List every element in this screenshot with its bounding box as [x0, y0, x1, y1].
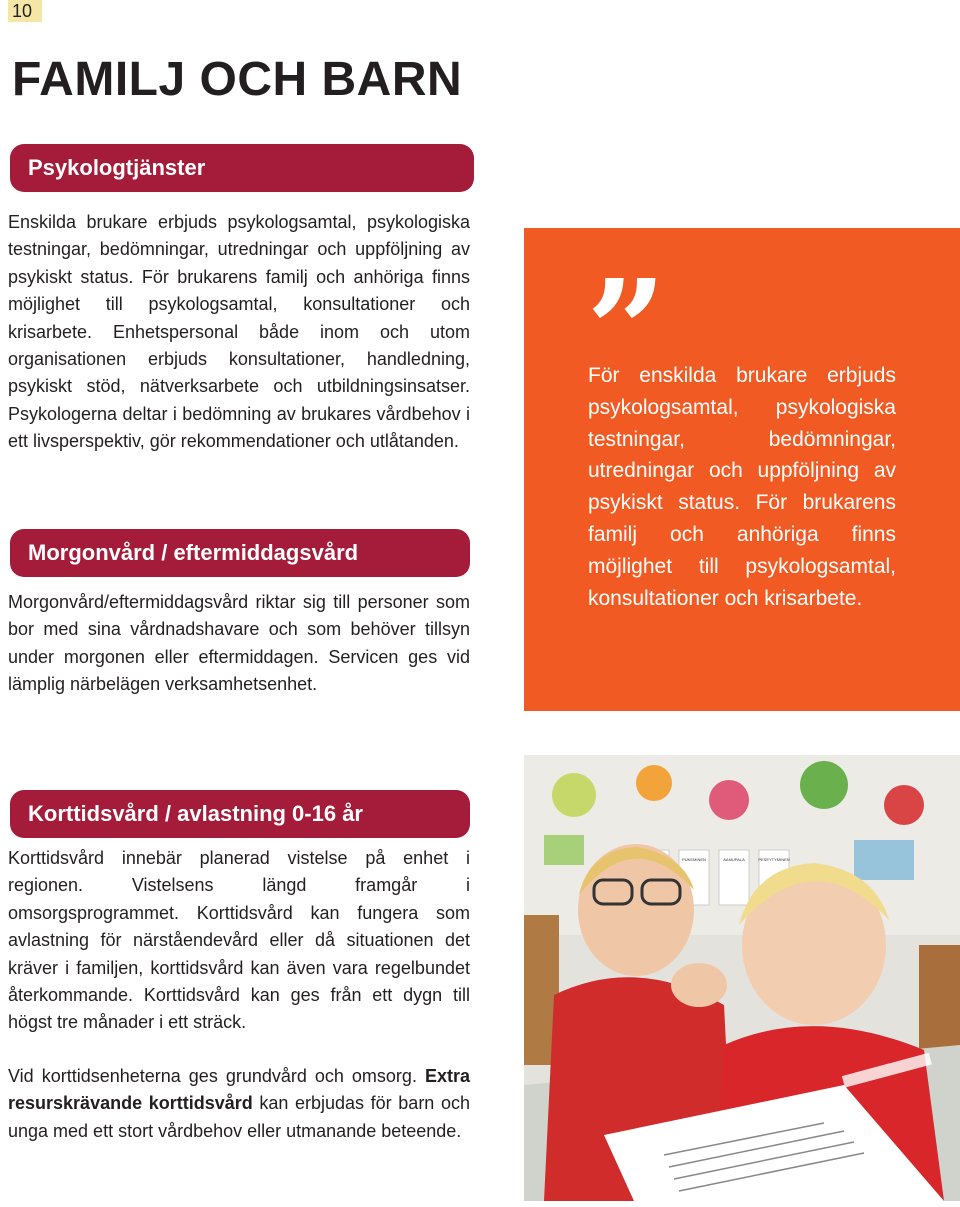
- page-title: FAMILJ OCH BARN: [12, 53, 463, 106]
- section-body-morgonvard: Morgonvård/eftermiddagsvård riktar sig till personer som bor med sina vårdnadshavare och som behöver tillsyn under morgonen eller eftermiddagen. Servicen ges vid lämplig närbelägen verksamhetsenhet.: [8, 592, 470, 695]
- extra-intro: Vid korttidsenheterna ges grundvård och omsorg.: [8, 1066, 417, 1086]
- section-heading-psykologtjanster: Psykologtjänster: [10, 144, 474, 192]
- page-number: 10: [8, 0, 42, 22]
- extra-rest: kan erbjudas för barn och unga med ett stort vårdbehov eller utmanande beteende.: [8, 1093, 470, 1141]
- pullquote-text: För enskilda brukare erbjuds psykologsamtal, psykologiska testningar, bedömningar, utredningar och uppföljning av psykiskt status. För brukarens familj och anhöriga finns möjlighet till psykologsamtal, konsultationer och krisarbete.: [588, 364, 896, 610]
- pullquote-box: [524, 228, 960, 711]
- section-extra-korttidsvard: [8, 1063, 470, 1145]
- schedule-sign-4: PESEYTYMINEN: [758, 857, 790, 862]
- extra-bold: Extra resurskrävande korttidsvård: [8, 1066, 470, 1114]
- section-body-korttidsvard: Korttidsvård innebär planerad vistelse på enhet i regionen. Vistelsens längd framgår i omsorgsprogrammet. Korttidsvård kan fungera som avlastning för närståendevård eller då situationen det kräver i familjen, korttidsvård kan även vara regelbundet återkommande. Korttidsvård kan ges från ett dygn till högst tre månader i ett sträck.: [8, 848, 470, 1033]
- children-photo: [524, 755, 960, 1201]
- section-heading-korttidsvard: Korttidsvård / avlastning 0-16 år: [10, 790, 470, 838]
- quote-mark-icon: ”: [586, 250, 667, 414]
- schedule-sign-3: AAMUPALA: [723, 857, 745, 862]
- section-body-psykologtjanster: Enskilda brukare erbjuds psykologsamtal, psykologiska testningar, bedömningar, utredningar och uppföljning av psykiskt status. För brukarens familj och anhöriga finns möjlighet till psykologsamtal, konsultationer och krisarbete. Enhetspersonal både inom och utom organisationen erbjuds konsultationer, handledning, psykiskt stöd, nätverksarbete och utbildningsinsatser. Psykologerna deltar i bedömning av brukares vårdbehov i ett livsperspektiv, gör rekommendationer och utlåtanden.: [8, 212, 470, 452]
- schedule-sign-2: PUKEMINEN: [682, 857, 706, 862]
- section-heading-morgonvard: Morgonvård / eftermiddagsvård: [10, 529, 470, 577]
